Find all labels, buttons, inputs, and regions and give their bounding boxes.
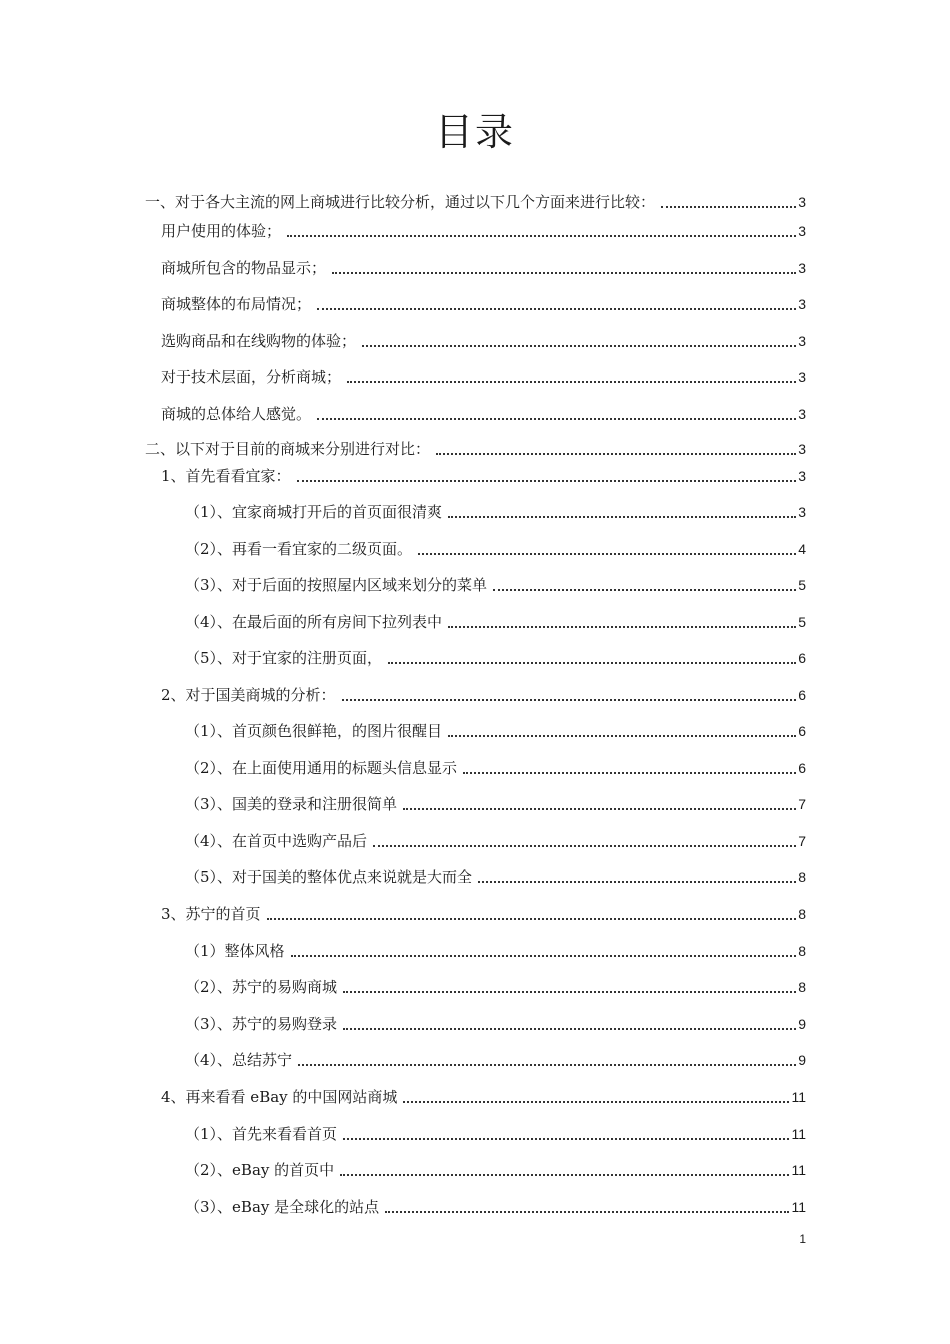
toc-entry-label: （4）、在首页中选购产品后 bbox=[185, 832, 368, 850]
toc-entry-label: 选购商品和在线购物的体验； bbox=[161, 332, 357, 350]
toc-entry-label: （2）、在上面使用通用的标题头信息显示 bbox=[185, 759, 458, 777]
toc-entry-page: 3 bbox=[798, 333, 806, 349]
toc-entry-label: （2）、再看一看宜家的二级页面。 bbox=[185, 540, 413, 558]
toc-dot-leader bbox=[661, 206, 796, 208]
toc-dot-leader bbox=[287, 235, 796, 237]
toc-entry[interactable] bbox=[185, 794, 806, 814]
toc-entry-label: 商城所包含的物品显示； bbox=[161, 259, 327, 277]
toc-entry-page: 5 bbox=[798, 614, 806, 630]
toc-dot-leader bbox=[297, 480, 797, 482]
toc-entry[interactable] bbox=[161, 466, 806, 486]
toc-dot-leader bbox=[373, 845, 796, 847]
toc-entry-label: 对于技术层面，分析商城； bbox=[161, 368, 342, 386]
toc-dot-leader bbox=[291, 955, 797, 957]
toc-entry-label: （5）、对于宜家的注册页面， bbox=[185, 649, 383, 667]
toc-entry-page: 11 bbox=[791, 1089, 806, 1105]
toc-entry[interactable] bbox=[185, 1160, 806, 1180]
toc-entry[interactable] bbox=[161, 294, 806, 314]
toc-entry-page: 6 bbox=[798, 723, 806, 739]
toc-entry-page: 3 bbox=[798, 260, 806, 276]
toc-entry[interactable] bbox=[185, 867, 806, 887]
toc-dot-leader bbox=[340, 1174, 789, 1176]
toc-entry[interactable] bbox=[161, 221, 806, 241]
toc-entry[interactable] bbox=[185, 648, 806, 668]
toc-dot-leader bbox=[436, 453, 796, 455]
toc-entry[interactable] bbox=[185, 575, 806, 595]
toc-dot-leader bbox=[448, 735, 796, 737]
toc-entry-label: （4）、在最后面的所有房间下拉列表中 bbox=[185, 613, 443, 631]
toc-dot-leader bbox=[448, 626, 796, 628]
toc-entry[interactable] bbox=[161, 404, 806, 424]
toc-entry[interactable] bbox=[185, 1197, 806, 1217]
toc-dot-leader bbox=[267, 918, 797, 920]
toc-entry-label: 3、苏宁的首页 bbox=[161, 905, 261, 923]
toc-entry-page: 8 bbox=[798, 943, 806, 959]
toc-dot-leader bbox=[362, 345, 796, 347]
toc-entry[interactable] bbox=[185, 721, 806, 741]
toc-entry[interactable] bbox=[185, 502, 806, 522]
toc-entry-label: （3）、国美的登录和注册很简单 bbox=[185, 795, 398, 813]
toc-entry[interactable] bbox=[185, 941, 806, 961]
toc-dot-leader bbox=[493, 589, 796, 591]
toc-dot-leader bbox=[478, 881, 796, 883]
toc-entry-label: （2）、eBay 的首页中 bbox=[185, 1161, 335, 1179]
toc-dot-leader bbox=[418, 553, 796, 555]
toc-entry[interactable] bbox=[145, 192, 806, 212]
page-title: 目录 bbox=[434, 110, 515, 154]
toc-entry-page: 4 bbox=[798, 541, 806, 557]
toc-entry[interactable] bbox=[161, 258, 806, 278]
toc-entry-page: 7 bbox=[798, 833, 806, 849]
toc-dot-leader bbox=[332, 272, 796, 274]
toc-entry-page: 3 bbox=[798, 223, 806, 239]
toc-entry-label: （2）、苏宁的易购商城 bbox=[185, 978, 338, 996]
toc-entry-page: 9 bbox=[798, 1016, 806, 1032]
toc-entry-page: 9 bbox=[798, 1052, 806, 1068]
toc-dot-leader bbox=[347, 381, 796, 383]
toc-entry-page: 5 bbox=[798, 577, 806, 593]
toc-entry-page: 6 bbox=[798, 687, 806, 703]
toc-entry-label: （3）、对于后面的按照屋内区域来划分的菜单 bbox=[185, 576, 488, 594]
toc-dot-leader bbox=[342, 699, 797, 701]
toc-dot-leader bbox=[298, 1064, 796, 1066]
toc-entry[interactable] bbox=[185, 977, 806, 997]
toc-entry[interactable] bbox=[161, 1087, 806, 1107]
toc-entry-page: 3 bbox=[798, 369, 806, 385]
toc-entry-page: 7 bbox=[798, 796, 806, 812]
toc-entry[interactable] bbox=[161, 367, 806, 387]
toc-entry[interactable] bbox=[185, 1014, 806, 1034]
toc-dot-leader bbox=[463, 772, 796, 774]
toc-dot-leader bbox=[385, 1211, 789, 1213]
toc-entry-page: 8 bbox=[798, 869, 806, 885]
toc-entry-page: 6 bbox=[798, 650, 806, 666]
toc-entry[interactable] bbox=[185, 612, 806, 632]
toc-entry-page: 3 bbox=[798, 296, 806, 312]
toc-entry-label: 2、对于国美商城的分析： bbox=[161, 686, 336, 704]
toc-entry-label: 4、再来看看 eBay 的中国网站商城 bbox=[161, 1088, 398, 1106]
toc-entry-label: 商城整体的布局情况； bbox=[161, 295, 312, 313]
toc-entry-label: （1）、首先来看看首页 bbox=[185, 1125, 338, 1143]
toc-dot-leader bbox=[343, 991, 796, 993]
toc-dot-leader bbox=[403, 1101, 789, 1103]
toc-entry-label: （4）、总结苏宁 bbox=[185, 1051, 293, 1069]
toc-entry-label: 1、首先看看宜家： bbox=[161, 467, 291, 485]
toc-entry-label: （5）、对于国美的整体优点来说就是大而全 bbox=[185, 868, 473, 886]
toc-entry-page: 11 bbox=[791, 1199, 806, 1215]
toc-entry-label: 用户使用的体验； bbox=[161, 222, 282, 240]
toc-entry-page: 6 bbox=[798, 760, 806, 776]
toc-entry-label: （1）、宜家商城打开后的首页面很清爽 bbox=[185, 503, 443, 521]
toc-entry-page: 8 bbox=[798, 906, 806, 922]
toc-entry-page: 3 bbox=[798, 194, 806, 210]
toc-entry[interactable] bbox=[145, 439, 806, 459]
toc-entry-page: 3 bbox=[798, 504, 806, 520]
toc-entry-page: 3 bbox=[798, 441, 806, 457]
toc-entry[interactable] bbox=[185, 1124, 806, 1144]
toc-dot-leader bbox=[343, 1138, 789, 1140]
page-number: 1 bbox=[799, 1232, 806, 1246]
toc-entry[interactable] bbox=[161, 904, 806, 924]
toc-entry[interactable] bbox=[185, 831, 806, 851]
toc-entry-label: 商城的总体给人感觉。 bbox=[161, 405, 312, 423]
toc-entry-label: 二、以下对于目前的商城来分别进行对比： bbox=[145, 440, 431, 458]
toc-dot-leader bbox=[317, 418, 796, 420]
toc-entry-page: 3 bbox=[798, 468, 806, 484]
toc-dot-leader bbox=[448, 516, 796, 518]
toc-entry-page: 3 bbox=[798, 406, 806, 422]
toc-entry-label: （1）整体风格 bbox=[185, 942, 285, 960]
toc-entry-page: 11 bbox=[791, 1162, 806, 1178]
toc-entry-label: 一、对于各大主流的网上商城进行比较分析，通过以下几个方面来进行比较： bbox=[145, 193, 656, 211]
toc-entry-label: （1）、首页颜色很鲜艳，的图片很醒目 bbox=[185, 722, 443, 740]
toc-entry[interactable] bbox=[161, 685, 806, 705]
toc-dot-leader bbox=[343, 1028, 796, 1030]
toc-dot-leader bbox=[388, 662, 796, 664]
toc-entry-label: （3）、苏宁的易购登录 bbox=[185, 1015, 338, 1033]
toc-entry[interactable] bbox=[185, 758, 806, 778]
toc-entry-page: 8 bbox=[798, 979, 806, 995]
toc-dot-leader bbox=[317, 308, 796, 310]
toc-entry[interactable] bbox=[185, 539, 806, 559]
toc-entry-label: （3）、eBay 是全球化的站点 bbox=[185, 1198, 380, 1216]
toc-entry-page: 11 bbox=[791, 1126, 806, 1142]
toc-entry[interactable] bbox=[185, 1050, 806, 1070]
toc-entry[interactable] bbox=[161, 331, 806, 351]
toc-dot-leader bbox=[403, 808, 796, 810]
